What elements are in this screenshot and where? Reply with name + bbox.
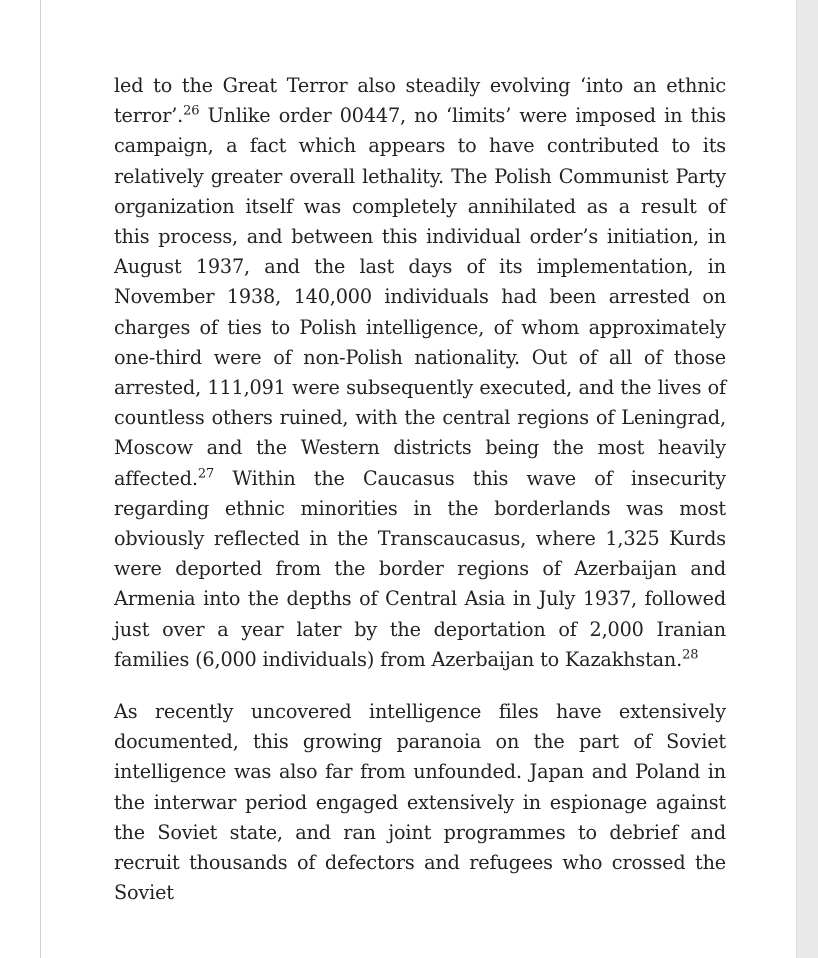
- left-margin: [0, 0, 40, 958]
- paragraph-1: [114, 71, 726, 675]
- text-run: Within the Caucasus this wave of insecurity regarding ethnic minorities in the borderlands was most obviously reflected in the Transcaucasus, where 1,325 Kurds were deported from the border regions of Azerbaijan and Armenia into the depths of Central Asia in July 1937, followed just over a year later by the deportation of 2,000 Iranian families (6,000 individuals) from Azerbaijan to Kazakhstan.: [114, 466, 726, 671]
- text-run: led to the Great Terror also steadily evolving ‘into an ethnic terror’.: [114, 74, 726, 128]
- footnote-ref-26[interactable]: 26: [183, 103, 200, 119]
- text-run: Unlike order 00447, no ‘limits’ were imposed in this campaign, a fact which appears to have contributed to its relatively greater overall lethality. The Polish Communist Party organization itself was completely annihilated as a result of this process, and between this individual order’s initiation, in August 1937, and the last days of its implementation, in November 1938, 140,000 individuals had been arrested on charges of ties to Polish intelligence, of whom approximately one-third were of non-Polish nationality. Out of all of those arrested, 111,091 were subsequently executed, and the lives of countless others ruined, with the central regions of Leningrad, Moscow and the Western districts being the most heavily affected.: [114, 104, 726, 490]
- footnote-ref-28[interactable]: 28: [682, 647, 699, 663]
- paragraph-2: [114, 697, 726, 908]
- page-text: [114, 71, 726, 930]
- document-page: [41, 0, 796, 958]
- text-run: As recently uncovered intelligence files have extensively documented, this growing paranoia on the part of Soviet intelligence was also far from unfounded. Japan and Poland in the interwar period engaged extensively in espionage against the Soviet state, and ran joint programmes to debrief and recruit thousands of defectors and refugees who crossed the Soviet: [114, 700, 726, 905]
- footnote-ref-27[interactable]: 27: [197, 466, 215, 482]
- scrollbar-track[interactable]: [796, 0, 818, 958]
